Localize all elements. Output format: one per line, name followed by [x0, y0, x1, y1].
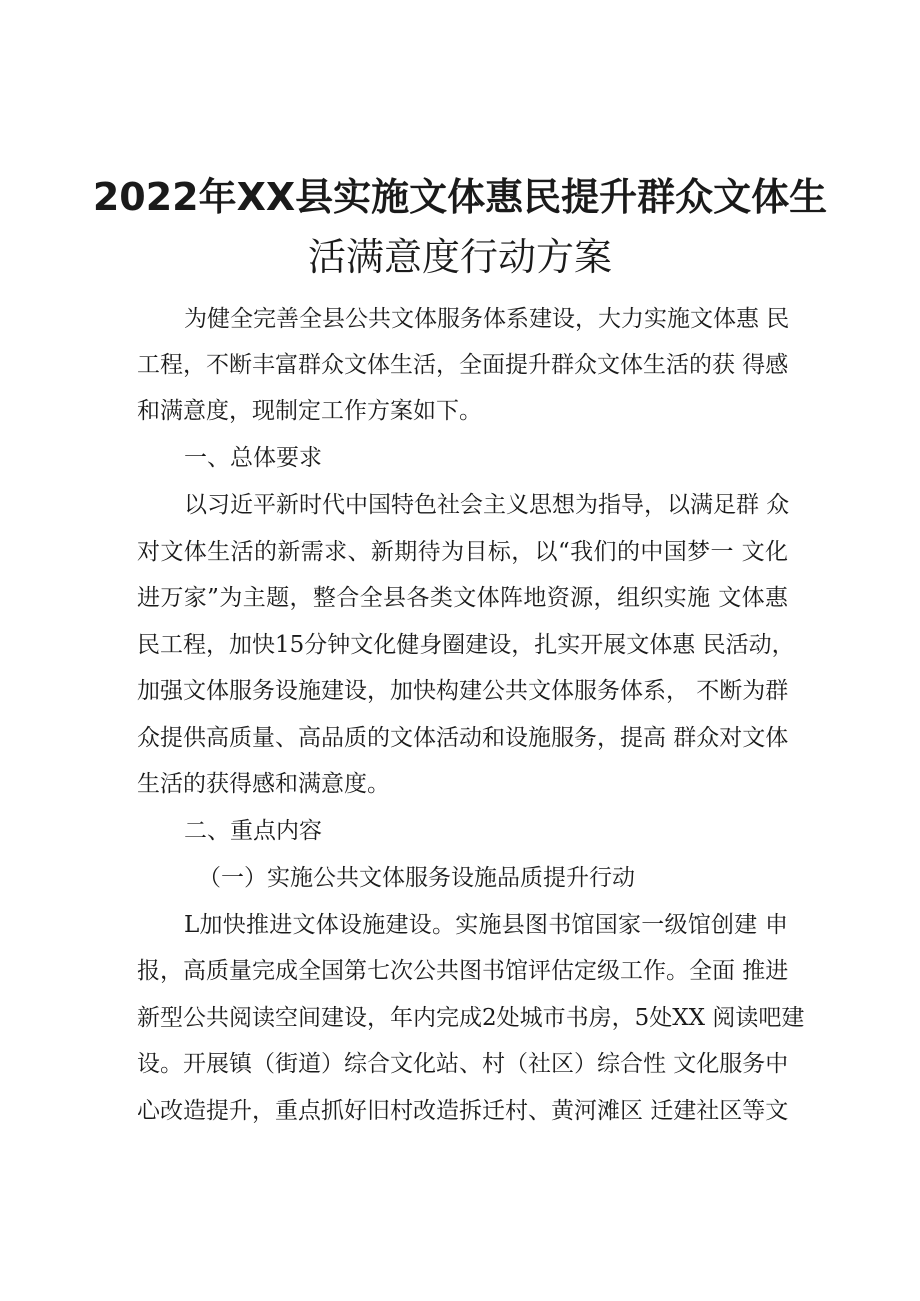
- paragraph-line: 以习近平新时代中国特色社会主义思想为指导，以满足群 众: [184, 492, 790, 518]
- paragraph-line: 加强文体服务设施建设，加快构建公共文体服务体系， 不断为群: [137, 678, 789, 704]
- paragraph-line: 为健全完善全县公共文体服务体系建设，大力实施文体惠 民: [184, 306, 790, 332]
- section-heading-2: 二、重点内容: [184, 818, 322, 844]
- document-title-line-2: 活满意度行动方案: [307, 235, 612, 279]
- paragraph-line: 和满意度，现制定工作方案如下。: [137, 398, 482, 424]
- paragraph-line: 报，高质量完成全国第七次公共图书馆评估定级工作。全面 推进: [137, 958, 789, 984]
- paragraph-line: 设。开展镇（街道）综合文化站、村（社区）综合性 文化服务中: [137, 1051, 789, 1077]
- paragraph-line: L加快推进文体设施建设。实施县图书馆国家一级馆创建 申: [184, 912, 788, 938]
- paragraph-line: 生活的获得感和满意度。: [137, 771, 390, 797]
- paragraph-line: 新型公共阅读空间建设，年内完成2处城市书房，5处XX 阅读吧建: [137, 1005, 805, 1031]
- paragraph-line: 民工程，加快15分钟文化健身圈建设，扎实开展文体惠 民活动，: [137, 632, 795, 658]
- paragraph-line: 心改造提升，重点抓好旧村改造拆迁村、黄河滩区 迁建社区等文: [137, 1098, 789, 1124]
- paragraph-line: 工程，不断丰富群众文体生活，全面提升群众文体生活的获 得感: [137, 352, 789, 378]
- subsection-heading-1: （一）实施公共文体服务设施品质提升行动: [198, 865, 635, 891]
- paragraph-line: 对文体生活的新需求、新期待为目标，以“我们的中国梦一 文化: [137, 539, 788, 565]
- paragraph-line: 众提供高质量、高品质的文体活动和设施服务，提高 群众对文体: [137, 725, 789, 751]
- section-heading-1: 一、总体要求: [184, 445, 322, 471]
- paragraph-line: 进万家”为主题，整合全县各类文体阵地资源，组织实施 文体惠: [137, 585, 788, 611]
- document-title-line-1: 2022年XX县实施文体惠民提升群众文体生: [92, 175, 828, 219]
